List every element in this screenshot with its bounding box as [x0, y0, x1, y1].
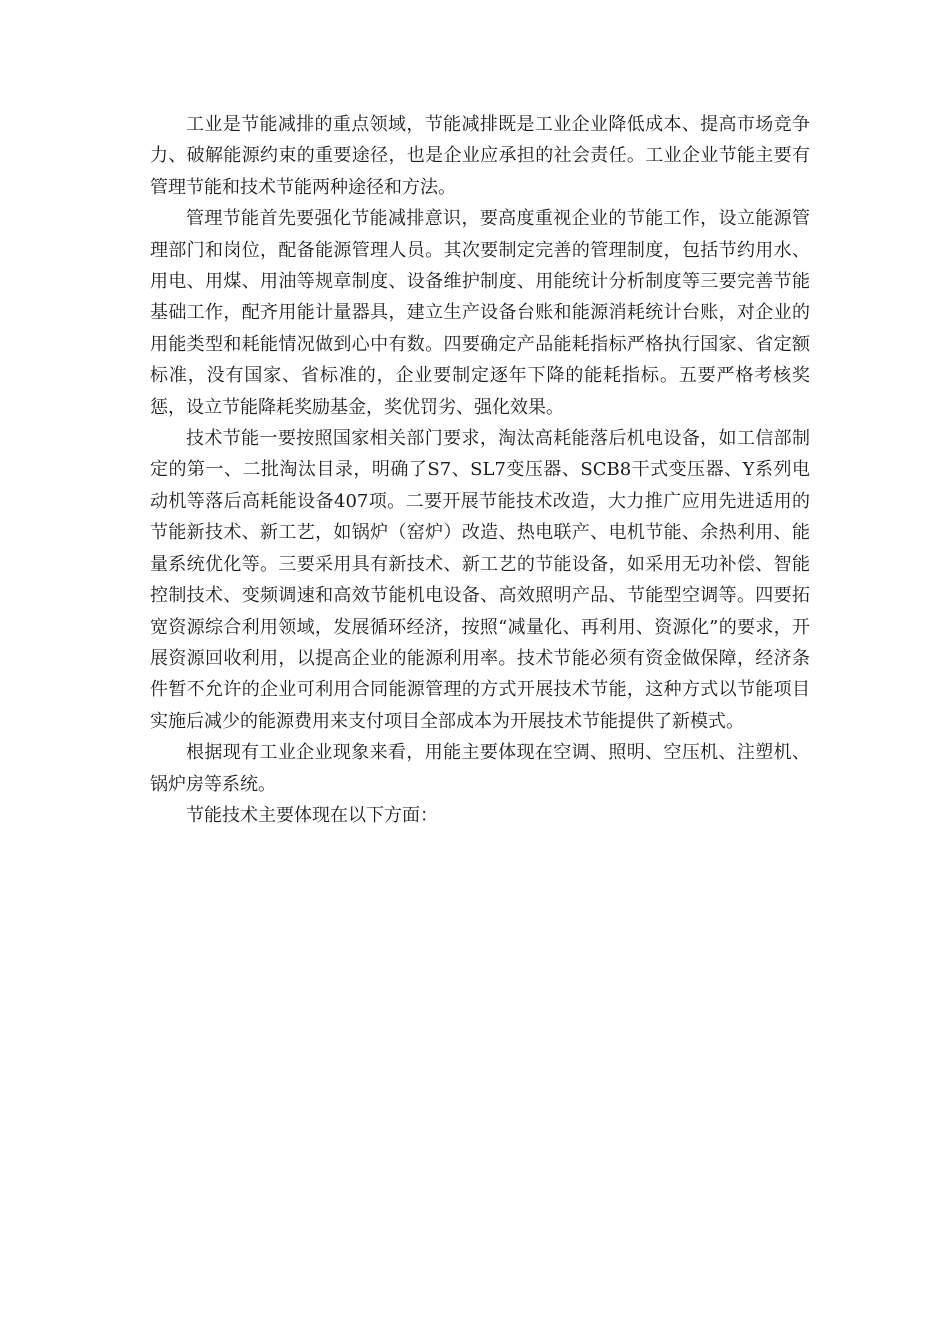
- paragraph-intro: 工业是节能减排的重点领域，节能减排既是工业企业降低成本、提高市场竞争力、破解能源约束的重要途径，也是企业应承担的社会责任。工业企业节能主要有管理节能和技术节能两种途径和方法。: [150, 114, 810, 198]
- paragraph-technology-aspects: 节能技术主要体现在以下方面：: [186, 804, 438, 826]
- document-body: [150, 109, 810, 831]
- paragraph-management-energy-saving: 管理节能首先要强化节能减排意识，要高度重视企业的节能工作，设立能源管理部门和岗位，配备能源管理人员。其次要制定完善的管理制度，包括节约用水、用电、用煤、用油等规章制度、设备维护制度、用能统计分析制度等三要完善节能基础工作，配齐用能计量器具，建立生产设备台账和能源消耗统计台账，对企业的用能类型和耗能情况做到心中有数。四要确定产品能耗指标严格执行国家、省定额标准，没有国家、省标准的，企业要制定逐年下降的能耗指标。五要严格考核奖惩，设立节能降耗奖励基金，奖优罚劣、强化效果。: [150, 208, 810, 418]
- paragraph-technical-energy-saving: 技术节能一要按照国家相关部门要求，淘汰高耗能落后机电设备，如工信部制定的第一、二批淘汰目录，明确了S7、SL7变压器、SCB8干式变压器、Y系列电动机等落后高耗能设备407项。二要开展节能技术改造，大力推广应用先进适用的节能新技术、新工艺，如锅炉（窑炉）改造、热电联产、电机节能、余热利用、能量系统优化等。三要采用具有新技术、新工艺的节能设备，如采用无功补偿、智能控制技术、变频调速和高效节能机电设备、高效照明产品、节能型空调等。四要拓宽资源综合利用领域，发展循环经济，按照“减量化、再利用、资源化”的要求，开展资源回收利用，以提高企业的能源利用率。技术节能必须有资金做保障，经济条件暂不允许的企业可利用合同能源管理的方式开展技术节能，这种方式以节能项目实施后减少的能源费用来支付项目全部成本为开展技术节能提供了新模式。: [150, 428, 810, 732]
- paragraph-energy-usage-systems: 根据现有工业企业现象来看，用能主要体现在空调、照明、空压机、注塑机、锅炉房等系统。: [150, 742, 810, 795]
